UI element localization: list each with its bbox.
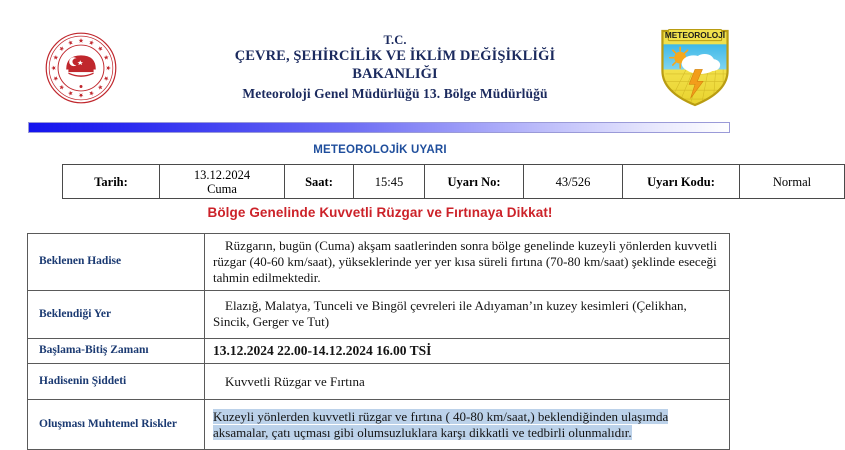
table-row <box>28 338 730 363</box>
table-row <box>28 290 730 338</box>
header-title-block <box>150 33 640 102</box>
detail-value-olusmasi-muhtemel-riskler <box>205 400 730 450</box>
saat-label: Saat: <box>285 165 354 199</box>
tarih-value-day: Cuma <box>207 181 237 196</box>
warning-headline: Bölge Genelinde Kuvvetli Rüzgar ve Fırtınaya Dikkat! <box>207 205 553 220</box>
section-title: METEOROLOJİK UYARI <box>313 144 447 156</box>
detail-value-text-highlighted: Kuzeyli yönlerden kuvvetli rüzgar ve fırtına ( 40-80 km/saat,) beklendiğinden ulaşımda aksamalar, çatı uçması gibi olumsuzluklara karşı dikkatli ve tedbirli olunmalıdır. <box>213 408 669 440</box>
detail-value-text: Rüzgarın, bugün (Cuma) akşam saatlerinden sonra bölge genelinde kuzeyli yönlerden kuvvetli rüzgar (40-60 km/saat), yükseklerinde yer yer kısa süreli fırtına (70-80 km/saat) şeklinde eseceği tahmin edilmektedir. <box>213 238 718 285</box>
detail-label-baslama-bitis-zamani: Başlama-Bitiş Zamanı <box>28 338 205 363</box>
uyari-no-value: 43/526 <box>524 165 623 199</box>
detail-value-beklenen-hadise <box>205 234 730 291</box>
table-row <box>28 400 730 450</box>
header-line-tc: T.C. <box>383 33 407 47</box>
warning-info-table <box>62 164 845 199</box>
uyari-kodu-value: Normal <box>740 165 845 199</box>
blue-gradient-divider <box>28 122 730 133</box>
detail-value-beklendigi-yer <box>205 290 730 338</box>
tarih-value-date: 13.12.2024 <box>193 167 251 182</box>
header-line-ministry: ÇEVRE, ŞEHİRCİLİK VE İKLİM DEĞİŞİKLİĞİ <box>234 48 556 65</box>
tarih-value <box>160 165 285 199</box>
meteoroloji-logo-icon <box>658 28 732 108</box>
header-line-bakanlik: BAKANLIĞI <box>352 65 438 82</box>
saat-value: 15:45 <box>354 165 425 199</box>
uyari-kodu-label: Uyarı Kodu: <box>623 165 740 199</box>
warning-detail-table <box>27 233 730 450</box>
detail-label-olusmasi-muhtemel-riskler: Oluşması Muhtemel Riskler <box>28 400 205 450</box>
detail-label-beklenen-hadise: Beklenen Hadise <box>28 234 205 291</box>
detail-value-text: Kuvvetli Rüzgar ve Fırtına <box>225 373 365 389</box>
detail-value-hadisenin-siddeti <box>205 364 730 400</box>
tarih-label: Tarih: <box>63 165 160 199</box>
meteoroloji-logo-text: METEOROLOJİ <box>664 30 726 40</box>
ministry-emblem-icon <box>44 31 118 105</box>
table-row <box>28 234 730 291</box>
info-table-row <box>63 165 845 199</box>
detail-value-baslama-bitis-zamani: 13.12.2024 22.00-14.12.2024 16.00 TSİ <box>205 338 730 363</box>
document-header <box>0 0 760 118</box>
detail-value-text: Elazığ, Malatya, Tunceli ve Bingöl çevreleri ile Adıyaman’ın kuzey kesimleri (Çelikhan, Sincik, Gerger ve Tut) <box>213 298 687 330</box>
table-row <box>28 364 730 400</box>
header-line-department: Meteoroloji Genel Müdürlüğü 13. Bölge Müdürlüğü <box>242 85 548 101</box>
detail-label-beklendigi-yer: Beklendiği Yer <box>28 290 205 338</box>
detail-label-hadisenin-siddeti: Hadisenin Şiddeti <box>28 364 205 400</box>
uyari-no-label: Uyarı No: <box>425 165 524 199</box>
